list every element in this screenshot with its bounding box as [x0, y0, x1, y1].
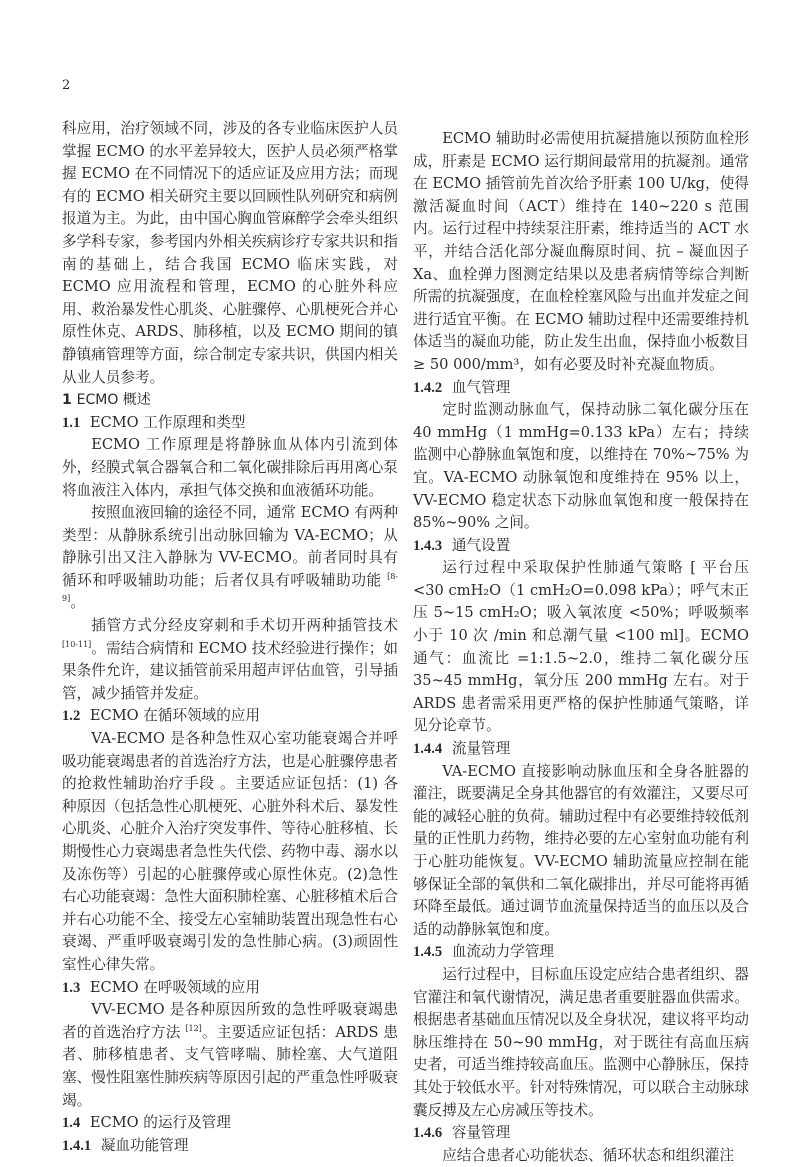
section-heading: [62, 389, 398, 412]
paragraph-text: 运行过程中采取保护性肺通气策略 [ 平台压 <30 cmH₂O（1 cmH₂O=0.098 kPa）；呼气末正压 5~15 cmH₂O；吸入氧浓度 <50%；呼吸频率小于 10 次 /min 和总潮气量 <100 ml]。ECMO 通气：血流比 =1:1.5~2.0，维持二氧化碳分压 35~45 mmHg，氧分压 200 mmHg 左右。对于 ARDS 患者需采用更严格的保护性肺通气策略，详见分论章节。: [413, 559, 749, 735]
section-heading: [62, 1135, 398, 1158]
section-heading: [413, 377, 749, 400]
section-title: 容量管理: [451, 1124, 511, 1142]
paragraph: [62, 434, 398, 502]
right-column: [413, 128, 749, 1167]
paragraph: [413, 1145, 749, 1167]
citation-ref: [12]: [185, 1023, 202, 1033]
paragraph-text: VV-ECMO 是各种原因所致的急性呼吸衰竭患者的首选治疗方法: [62, 1001, 398, 1041]
left-column: [62, 118, 398, 1157]
section-number: 1.4.1: [62, 1137, 95, 1154]
paragraph-text: 科应用，治疗领域不同，涉及的各专业临床医护人员掌握 ECMO 的水平差异较大，医护人员必须严格掌握 ECMO 在不同情况下的适应证及应用方法；而现有的 ECMO 相关研究主要以回顾性队列研究和病例报道为主。为此，由中国心胸血管麻醉学会牵头组织多学科专家，参考国内外相关疾病诊疗专家共识和指南的基础上，结合我国 ECMO 临床实践，对 ECMO 应用流程和管理，ECMO 的心脏外科应用、救治暴发性心肌炎、心脏骤停、心肌梗死合并心原性休克、ARDS、肺移植，以及 ECMO 期间的镇静镇痛管理等方面，综合制定专家共识，供国内相关从业人员参考。: [62, 120, 398, 386]
section-heading: [413, 941, 749, 964]
paragraph-text: VA-ECMO 直接影响动脉血压和全身各脏器的灌注，既要满足全身其他器官的有效灌注，又要尽可能的减轻心脏的负荷。辅助过程中有必要维持较低剂量的正性肌力药物，维持必要的左心室射血功能有利于心脏功能恢复。VV-ECMO 辅助流量应控制在能够保证全部的氧供和二氧化碳排出，并尽可能将再循环降至最低。通过调节血流量保持适当的血压以及合适的动静脉氧饱和度。: [413, 762, 749, 938]
section-title: 血气管理: [451, 378, 511, 396]
section-title: ECMO 概述: [76, 392, 151, 409]
paragraph-text-continued: 。主要适应证包括：ARDS 患者、肺移植患者、支气管哮喘、肺栓塞、大气道阻塞、慢性阻塞性肺疾病等原因引起的严重急性呼吸衰竭。: [62, 1023, 398, 1109]
page-number: 2: [62, 78, 71, 93]
section-title: ECMO 在呼吸领域的应用: [89, 978, 261, 996]
section-number: 1.2: [62, 708, 84, 725]
section-title: ECMO 的运行及管理: [89, 1114, 231, 1132]
section-heading: [413, 738, 749, 761]
paragraph: [62, 502, 398, 615]
paragraph-text: 插管方式分经皮穿刺和手术切开两种插管技术: [91, 617, 398, 635]
section-title: 血流动力学管理: [451, 943, 555, 961]
paragraph-text: 按照血液回输的途径不同，通常 ECMO 有两种类型：从静脉系统引出动脉回输为 VA-ECMO；从静脉引出又注入静脉为 VV-ECMO。前者同时具有循环和呼吸辅助功能；后者仅具有呼吸辅助功能: [62, 504, 398, 589]
section-title: 凝血功能管理: [100, 1136, 189, 1154]
section-title: 通气设置: [451, 536, 511, 554]
citation-ref: [10-11]: [62, 639, 92, 649]
paragraph-text: 定时监测动脉血气，保持动脉二氧化碳分压在 40 mmHg（1 mmHg=0.133 kPa）左右；持续监测中心静脉血氧饱和度，以维持在 70%~75% 为宜。VA-ECMO 动脉氧饱和度维持在 95% 以上，VV-ECMO 稳定状态下动脉血氧饱和度一般保持在 85%~90% 之间。: [413, 401, 749, 532]
section-heading: [413, 1122, 749, 1145]
section-title: 流量管理: [451, 740, 511, 758]
paragraph-text-continued: 。需结合病情和 ECMO 技术经验进行操作；如果条件允许，建议插管前采用超声评估血管，引导插管，减少插管并发症。: [62, 639, 398, 702]
section-number: 1.4.3: [413, 537, 446, 554]
paragraph: [62, 999, 398, 1112]
section-number: 1.4: [62, 1115, 84, 1132]
citation-ref: [8-9]: [62, 572, 398, 604]
section-heading: [62, 705, 398, 728]
section-number: 1.4.5: [413, 944, 446, 961]
section-number: 1.4.2: [413, 379, 446, 396]
section-heading: [62, 977, 398, 1000]
paragraph: [413, 761, 749, 942]
paragraph: [62, 118, 398, 389]
paragraph-text: 运行过程中，目标血压设定应结合患者组织、器官灌注和氧代谢情况，满足患者重要脏器血供需求。根据患者基础血压情况以及全身状况，建议将平均动脉压维持在 50~90 mmHg，对于既往有高血压病史者，可适当维持较高血压。监测中心静脉压，保持其处于较低水平。针对特殊情况，可以联合主动脉球囊反搏及左心房减压等技术。: [413, 965, 749, 1119]
section-heading: [62, 412, 398, 435]
paragraph-text: ECMO 辅助时必需使用抗凝措施以预防血栓形成，肝素是 ECMO 运行期间最常用的抗凝剂。通常在 ECMO 插管前先首次给予肝素 100 U/kg，使得激活凝血时间（ACT）维持在 140~220 s 范围内。运行过程中持续泵注肝素，维持适当的 ACT 水平，并结合活化部分凝血酶原时间、抗 – 凝血因子 Xa、血栓弹力图测定结果以及患者病情等综合判断所需的抗凝强度，在血栓栓塞风险与出血并发症之间进行适宜平衡。在 ECMO 辅助过程中还需要维持机体适当的凝血功能，防止发生出血，保持血小板数目≥ 50 000/mm³，如有必要及时补充凝血物质。: [413, 130, 749, 373]
paragraph: [413, 399, 749, 535]
section-number: 1.3: [62, 979, 84, 996]
section-number: 1.4.4: [413, 741, 446, 758]
paragraph: [413, 128, 749, 377]
paragraph: [62, 615, 398, 705]
paragraph: [413, 964, 749, 1122]
section-heading: [62, 1112, 398, 1135]
paragraph-text-continued: 。: [70, 594, 85, 612]
section-title: ECMO 在循环领域的应用: [89, 707, 261, 725]
section-title: ECMO 工作原理和类型: [89, 413, 246, 431]
paragraph-text: ECMO 工作原理是将静脉血从体内引流到体外，经膜式氧合器氧合和二氧化碳排除后再用离心泵将血液注入体内，承担气体交换和血液循环功能。: [62, 436, 398, 499]
paragraph-text: VA-ECMO 是各种急性双心室功能衰竭合并呼吸功能衰竭患者的首选治疗方法，也是心脏骤停患者的抢救性辅助治疗手段 。主要适应证包括：(1) 各种原因（包括急性心肌梗死、心脏外科术后、暴发性心肌炎、心脏介入治疗突发事件、等待心脏移植、长期慢性心力衰竭患者急性失代偿、药物中毒、溺水以及冻伤等）引起的心脏骤停或心原性休克。(2)急性右心功能衰竭：急性大面积肺栓塞、心脏移植术后合并右心功能不全、接受左心室辅助装置出现急性右心衰竭、严重呼吸衰竭引发的急性肺心病。(3)顽固性室性心律失常。: [62, 730, 398, 973]
paragraph: [62, 728, 398, 977]
paragraph-text: 应结合患者心功能状态、循环状态和组织灌注: [442, 1146, 735, 1164]
section-number: 1.1: [62, 414, 84, 431]
paragraph: [413, 557, 749, 738]
section-heading: [413, 535, 749, 558]
section-number: 1.4.6: [413, 1125, 446, 1142]
section-number: 1: [62, 392, 77, 409]
